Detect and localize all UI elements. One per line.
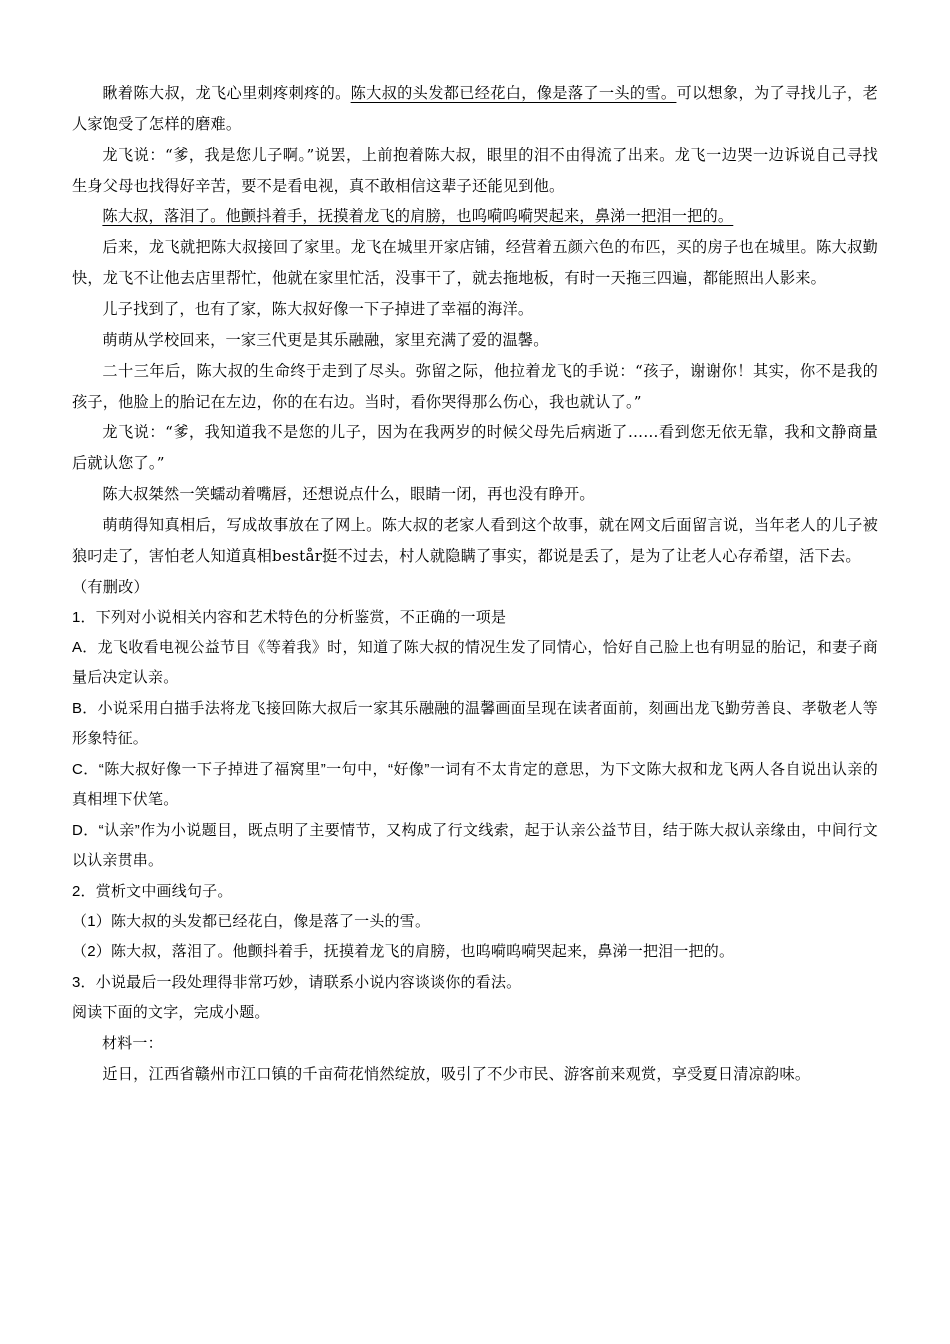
paragraph (72, 201, 878, 232)
paragraph (72, 417, 878, 479)
question-2-item-1: （1）陈大叔的头发都已经花白，像是落了一头的雪。 (72, 912, 431, 930)
paragraph (72, 232, 878, 294)
question-1-stem: 1．下列对小说相关内容和艺术特色的分析鉴赏，不正确的一项是 (72, 608, 507, 626)
text-run: 可以想象，为了寻找儿子，老人家饱受了怎样的磨难。 (72, 84, 878, 133)
text-run: （有删改） (72, 577, 149, 596)
paragraph (72, 510, 878, 572)
question-2-stem: 2．赏析文中画线句子。 (72, 882, 233, 900)
paragraph (72, 140, 878, 202)
paragraph (72, 325, 878, 356)
question-1-option-a: A．龙飞收看电视公益节目《等着我》时，知道了陈大叔的情况生发了同情心，恰好自己脸上也有明显的胎记，和妻子商量后决定认亲。 (72, 639, 878, 687)
paragraph (72, 78, 878, 140)
question-2-item-2: （2）陈大叔，落泪了。他颤抖着手，抚摸着龙飞的肩膀，也呜嗬呜嗬哭起来，鼻涕一把泪一把的。 (72, 943, 735, 961)
text-run: 儿子找到了，也有了家，陈大叔好像一下子掉进了幸福的海洋。 (102, 300, 534, 319)
question-3-stem: 3．小说最后一段处理得非常巧妙，请联系小说内容谈谈你的看法。 (72, 973, 522, 991)
underlined-text-run: 陈大叔的头发都已经花白，像是落了一头的雪。 (350, 84, 677, 102)
text-run: 二十三年后，陈大叔的生命终于走到了尽头。弥留之际，他拉着龙飞的手说：“孩子，谢谢你！其实，你不是我的孩子，他脸上的胎记在左边，你的在右边。当时，看你哭得那么伤心，我也就认了。” (72, 361, 878, 411)
text-run: 萌萌得知真相后，写成故事放在了网上。陈大叔的老家人看到这个故事，就在网文后面留言说，当年老人的儿子被狼叼走了，害怕老人知道真相består挺不过去，村人就隐瞒了事实，都说是丢了，是为了让老人心存希望，活下去。 (72, 516, 878, 565)
paragraph (72, 479, 878, 510)
question-1-option-c: C．“陈大叔好像一下子掉进了福窝里”一句中，“好像”一词有不太肯定的意思，为下文陈大叔和龙飞两人各自说出认亲的真相埋下伏笔。 (72, 760, 878, 809)
material-heading: 材料一： (102, 1034, 163, 1052)
paragraph (72, 294, 878, 325)
text-run: 瞅着陈大叔，龙飞心里刺疼刺疼的。 (102, 84, 351, 102)
question-1-option-d: D．“认亲”作为小说题目，既点明了主要情节，又构成了行文线索，起于认亲公益节目，结于陈大叔认亲缘由，中间行文以认亲贯串。 (72, 821, 878, 870)
document-body (72, 78, 878, 1090)
text-run: 陈大叔桀然一笑蠕动着嘴唇，还想说点什么，眼睛一闭，再也没有睁开。 (102, 485, 595, 504)
editorial-note (72, 572, 878, 603)
text-run: 后来，龙飞就把陈大叔接回了家里。龙飞在城里开家店铺，经营着五颜六色的布匹，买的房子也在城里。陈大叔勤快，龙飞不让他去店里帮忙，他就在家里忙活，没事干了，就去拖地板，有时一天拖三四遍，都能照出人影来。 (72, 238, 878, 288)
text-run: 萌萌从学校回来，一家三代更是其乐融融，家里充满了爱的温馨。 (102, 330, 549, 349)
text-run: 龙飞说：“爹，我知道我不是您的儿子，因为在我两岁的时候父母先后病逝了……看到您无依无靠，我和文静商量后就认您了。” (72, 423, 878, 473)
underlined-text-run: 陈大叔，落泪了。他颤抖着手，抚摸着龙飞的肩膀，也呜嗬呜嗬哭起来，鼻涕一把泪一把的。 (102, 207, 734, 226)
material-paragraph: 近日，江西省赣州市江口镇的千亩荷花悄然绽放，吸引了不少市民、游客前来观赏，享受夏日清凉韵味。 (102, 1065, 811, 1084)
text-run: 龙飞说：“爹，我是您儿子啊。”说罢，上前抱着陈大叔，眼里的泪不由得流了出来。龙飞一边哭一边诉说自己寻找生身父母也找得好辛苦，要不是看电视，真不敢相信这辈子还能见到他。 (72, 145, 878, 195)
paragraph (72, 356, 878, 418)
reading-instruction: 阅读下面的文字，完成小题。 (72, 1004, 270, 1022)
question-1-option-b: B．小说采用白描手法将龙飞接回陈大叔后一家其乐融融的温馨画面呈现在读者面前，刻画出龙飞勤劳善良、孝敬老人等形象特征。 (72, 699, 878, 748)
